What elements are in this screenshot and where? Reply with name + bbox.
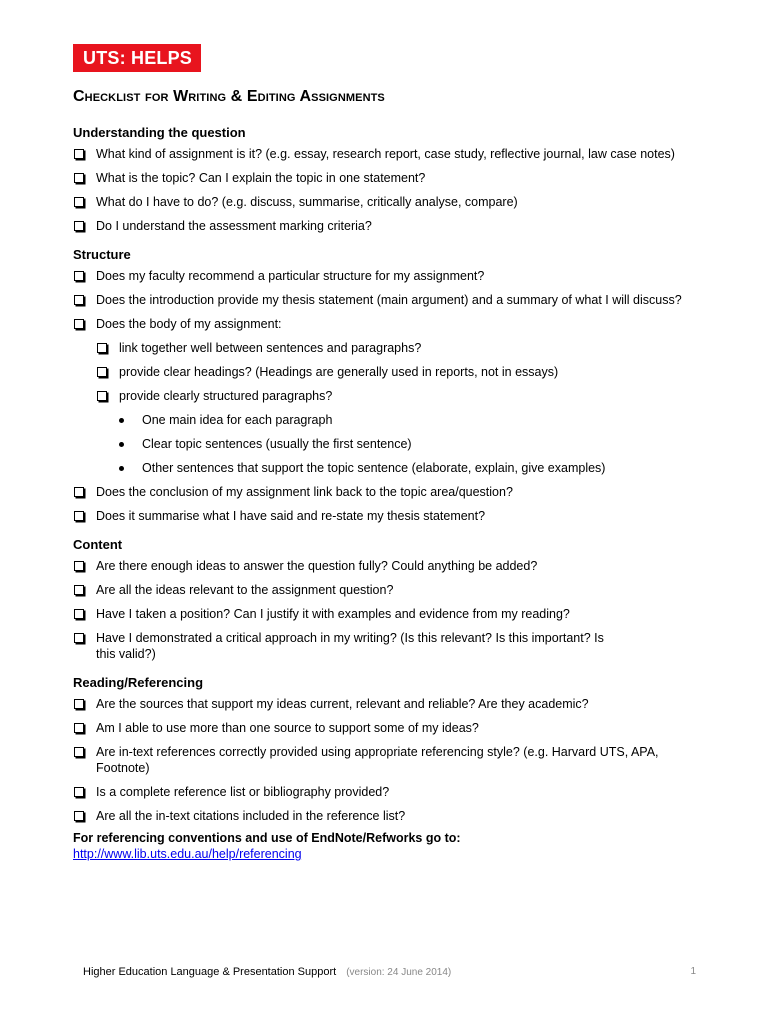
checkbox-icon[interactable] bbox=[74, 609, 84, 619]
checklist-item-label: Does the conclusion of my assignment link back to the topic area/question? bbox=[96, 485, 513, 499]
checkbox-icon[interactable] bbox=[97, 367, 107, 377]
referencing-link[interactable]: http://www.lib.uts.edu.au/help/referencing bbox=[73, 847, 302, 861]
footer-version: (version: 24 June 2014) bbox=[346, 967, 452, 978]
section-heading-content: Content bbox=[73, 537, 123, 552]
checklist-item-label: Are in-text references correctly provided using appropriate referencing style? (e.g. Harvard UTS, APA, Footnote) bbox=[96, 745, 659, 775]
bullet-dot-icon bbox=[119, 442, 124, 447]
page-footer bbox=[83, 966, 696, 978]
checkbox-icon[interactable] bbox=[74, 149, 84, 159]
checklist-item-label: Have I taken a position? Can I justify it with examples and evidence from my reading? bbox=[96, 607, 570, 621]
checklist-item[interactable] bbox=[73, 744, 713, 776]
checklist-item-label: Are all the ideas relevant to the assignment question? bbox=[96, 583, 394, 597]
page-number: 1 bbox=[690, 966, 696, 977]
checkbox-icon[interactable] bbox=[74, 633, 84, 643]
bullet-item bbox=[73, 436, 713, 452]
checklist-item[interactable] bbox=[73, 268, 713, 284]
checklist-item[interactable] bbox=[73, 784, 713, 800]
checklist-item-label: What is the topic? Can I explain the topic in one statement? bbox=[96, 171, 426, 185]
checklist-item[interactable] bbox=[73, 558, 713, 574]
checklist-item-label: Do I understand the assessment marking criteria? bbox=[96, 219, 372, 233]
bullet-item-label: Other sentences that support the topic sentence (elaborate, explain, give examples) bbox=[142, 461, 606, 475]
checkbox-icon[interactable] bbox=[74, 787, 84, 797]
checklist-subitem[interactable] bbox=[96, 388, 713, 404]
checklist-item[interactable] bbox=[73, 508, 713, 524]
checklist-subitem[interactable] bbox=[96, 364, 713, 380]
checkbox-icon[interactable] bbox=[74, 295, 84, 305]
checklist-item-label: Are the sources that support my ideas current, relevant and reliable? Are they academic? bbox=[96, 697, 589, 711]
checkbox-icon[interactable] bbox=[74, 699, 84, 709]
checklist-item[interactable] bbox=[73, 582, 713, 598]
checklist-item[interactable] bbox=[73, 218, 713, 234]
checklist-item[interactable] bbox=[73, 808, 713, 824]
checklist-item[interactable] bbox=[73, 696, 713, 712]
checklist-item-label: Does my faculty recommend a particular structure for my assignment? bbox=[96, 269, 485, 283]
checkbox-icon[interactable] bbox=[74, 271, 84, 281]
checklist-subitem[interactable] bbox=[96, 340, 713, 356]
bullet-item-label: One main idea for each paragraph bbox=[142, 413, 333, 427]
section-heading-structure: Structure bbox=[73, 247, 131, 262]
checklist-item-label: What kind of assignment is it? (e.g. essay, research report, case study, reflective journal, law case notes) bbox=[96, 147, 675, 161]
checkbox-icon[interactable] bbox=[74, 221, 84, 231]
checklist-item-label: Does the introduction provide my thesis statement (main argument) and a summary of what I will discuss? bbox=[96, 293, 682, 307]
checklist-item-label: Is a complete reference list or bibliography provided? bbox=[96, 785, 390, 799]
bullet-item-label: Clear topic sentences (usually the first sentence) bbox=[142, 437, 412, 451]
bullet-dot-icon bbox=[119, 466, 124, 471]
checkbox-icon[interactable] bbox=[74, 487, 84, 497]
checklist-item[interactable] bbox=[73, 720, 713, 736]
bullet-item bbox=[73, 460, 713, 476]
checkbox-icon[interactable] bbox=[74, 561, 84, 571]
checkbox-icon[interactable] bbox=[74, 511, 84, 521]
checkbox-icon[interactable] bbox=[74, 585, 84, 595]
checkbox-icon[interactable] bbox=[74, 319, 84, 329]
checklist-item-label: Have I demonstrated a critical approach in my writing? (Is this relevant? Is this important? Is this valid?) bbox=[96, 631, 604, 661]
checklist-item-label: Does the body of my assignment: bbox=[96, 317, 282, 331]
checklist-item[interactable] bbox=[73, 292, 713, 308]
checklist-subitem-label: provide clearly structured paragraphs? bbox=[119, 389, 333, 403]
checklist-body bbox=[73, 125, 713, 862]
checklist-item[interactable] bbox=[73, 606, 713, 622]
bullet-item bbox=[73, 412, 713, 428]
checkbox-icon[interactable] bbox=[74, 747, 84, 757]
checklist-subitem-label: link together well between sentences and paragraphs? bbox=[119, 341, 422, 355]
bullet-dot-icon bbox=[119, 418, 124, 423]
uts-helps-badge: UTS: HELPS bbox=[73, 44, 201, 72]
checklist-item[interactable] bbox=[73, 146, 713, 162]
checklist-item-label: What do I have to do? (e.g. discuss, summarise, critically analyse, compare) bbox=[96, 195, 518, 209]
checklist-item-label: Are all the in-text citations included in the reference list? bbox=[96, 809, 406, 823]
section-heading-understanding: Understanding the question bbox=[73, 125, 246, 140]
checkbox-icon[interactable] bbox=[74, 723, 84, 733]
checklist-item-label: Am I able to use more than one source to support some of my ideas? bbox=[96, 721, 479, 735]
checkbox-icon[interactable] bbox=[97, 391, 107, 401]
checklist-item-label: Does it summarise what I have said and re-state my thesis statement? bbox=[96, 509, 486, 523]
checklist-subitem-label: provide clear headings? (Headings are generally used in reports, not in essays) bbox=[119, 365, 559, 379]
checklist-item[interactable] bbox=[73, 170, 713, 186]
checklist-item[interactable] bbox=[73, 194, 713, 210]
checklist-item-label: Are there enough ideas to answer the question fully? Could anything be added? bbox=[96, 559, 538, 573]
checkbox-icon[interactable] bbox=[74, 197, 84, 207]
referencing-note: For referencing conventions and use of EndNote/Refworks go to: bbox=[73, 831, 461, 845]
section-heading-referencing: Reading/Referencing bbox=[73, 675, 204, 690]
checkbox-icon[interactable] bbox=[97, 343, 107, 353]
footer-org: Higher Education Language & Presentation Support bbox=[83, 966, 337, 978]
checkbox-icon[interactable] bbox=[74, 173, 84, 183]
checklist-item[interactable] bbox=[73, 630, 713, 662]
checkbox-icon[interactable] bbox=[74, 811, 84, 821]
checklist-item[interactable] bbox=[73, 316, 713, 332]
document-title: Checklist for Writing & Editing Assignments bbox=[73, 88, 385, 105]
checklist-item[interactable] bbox=[73, 484, 713, 500]
